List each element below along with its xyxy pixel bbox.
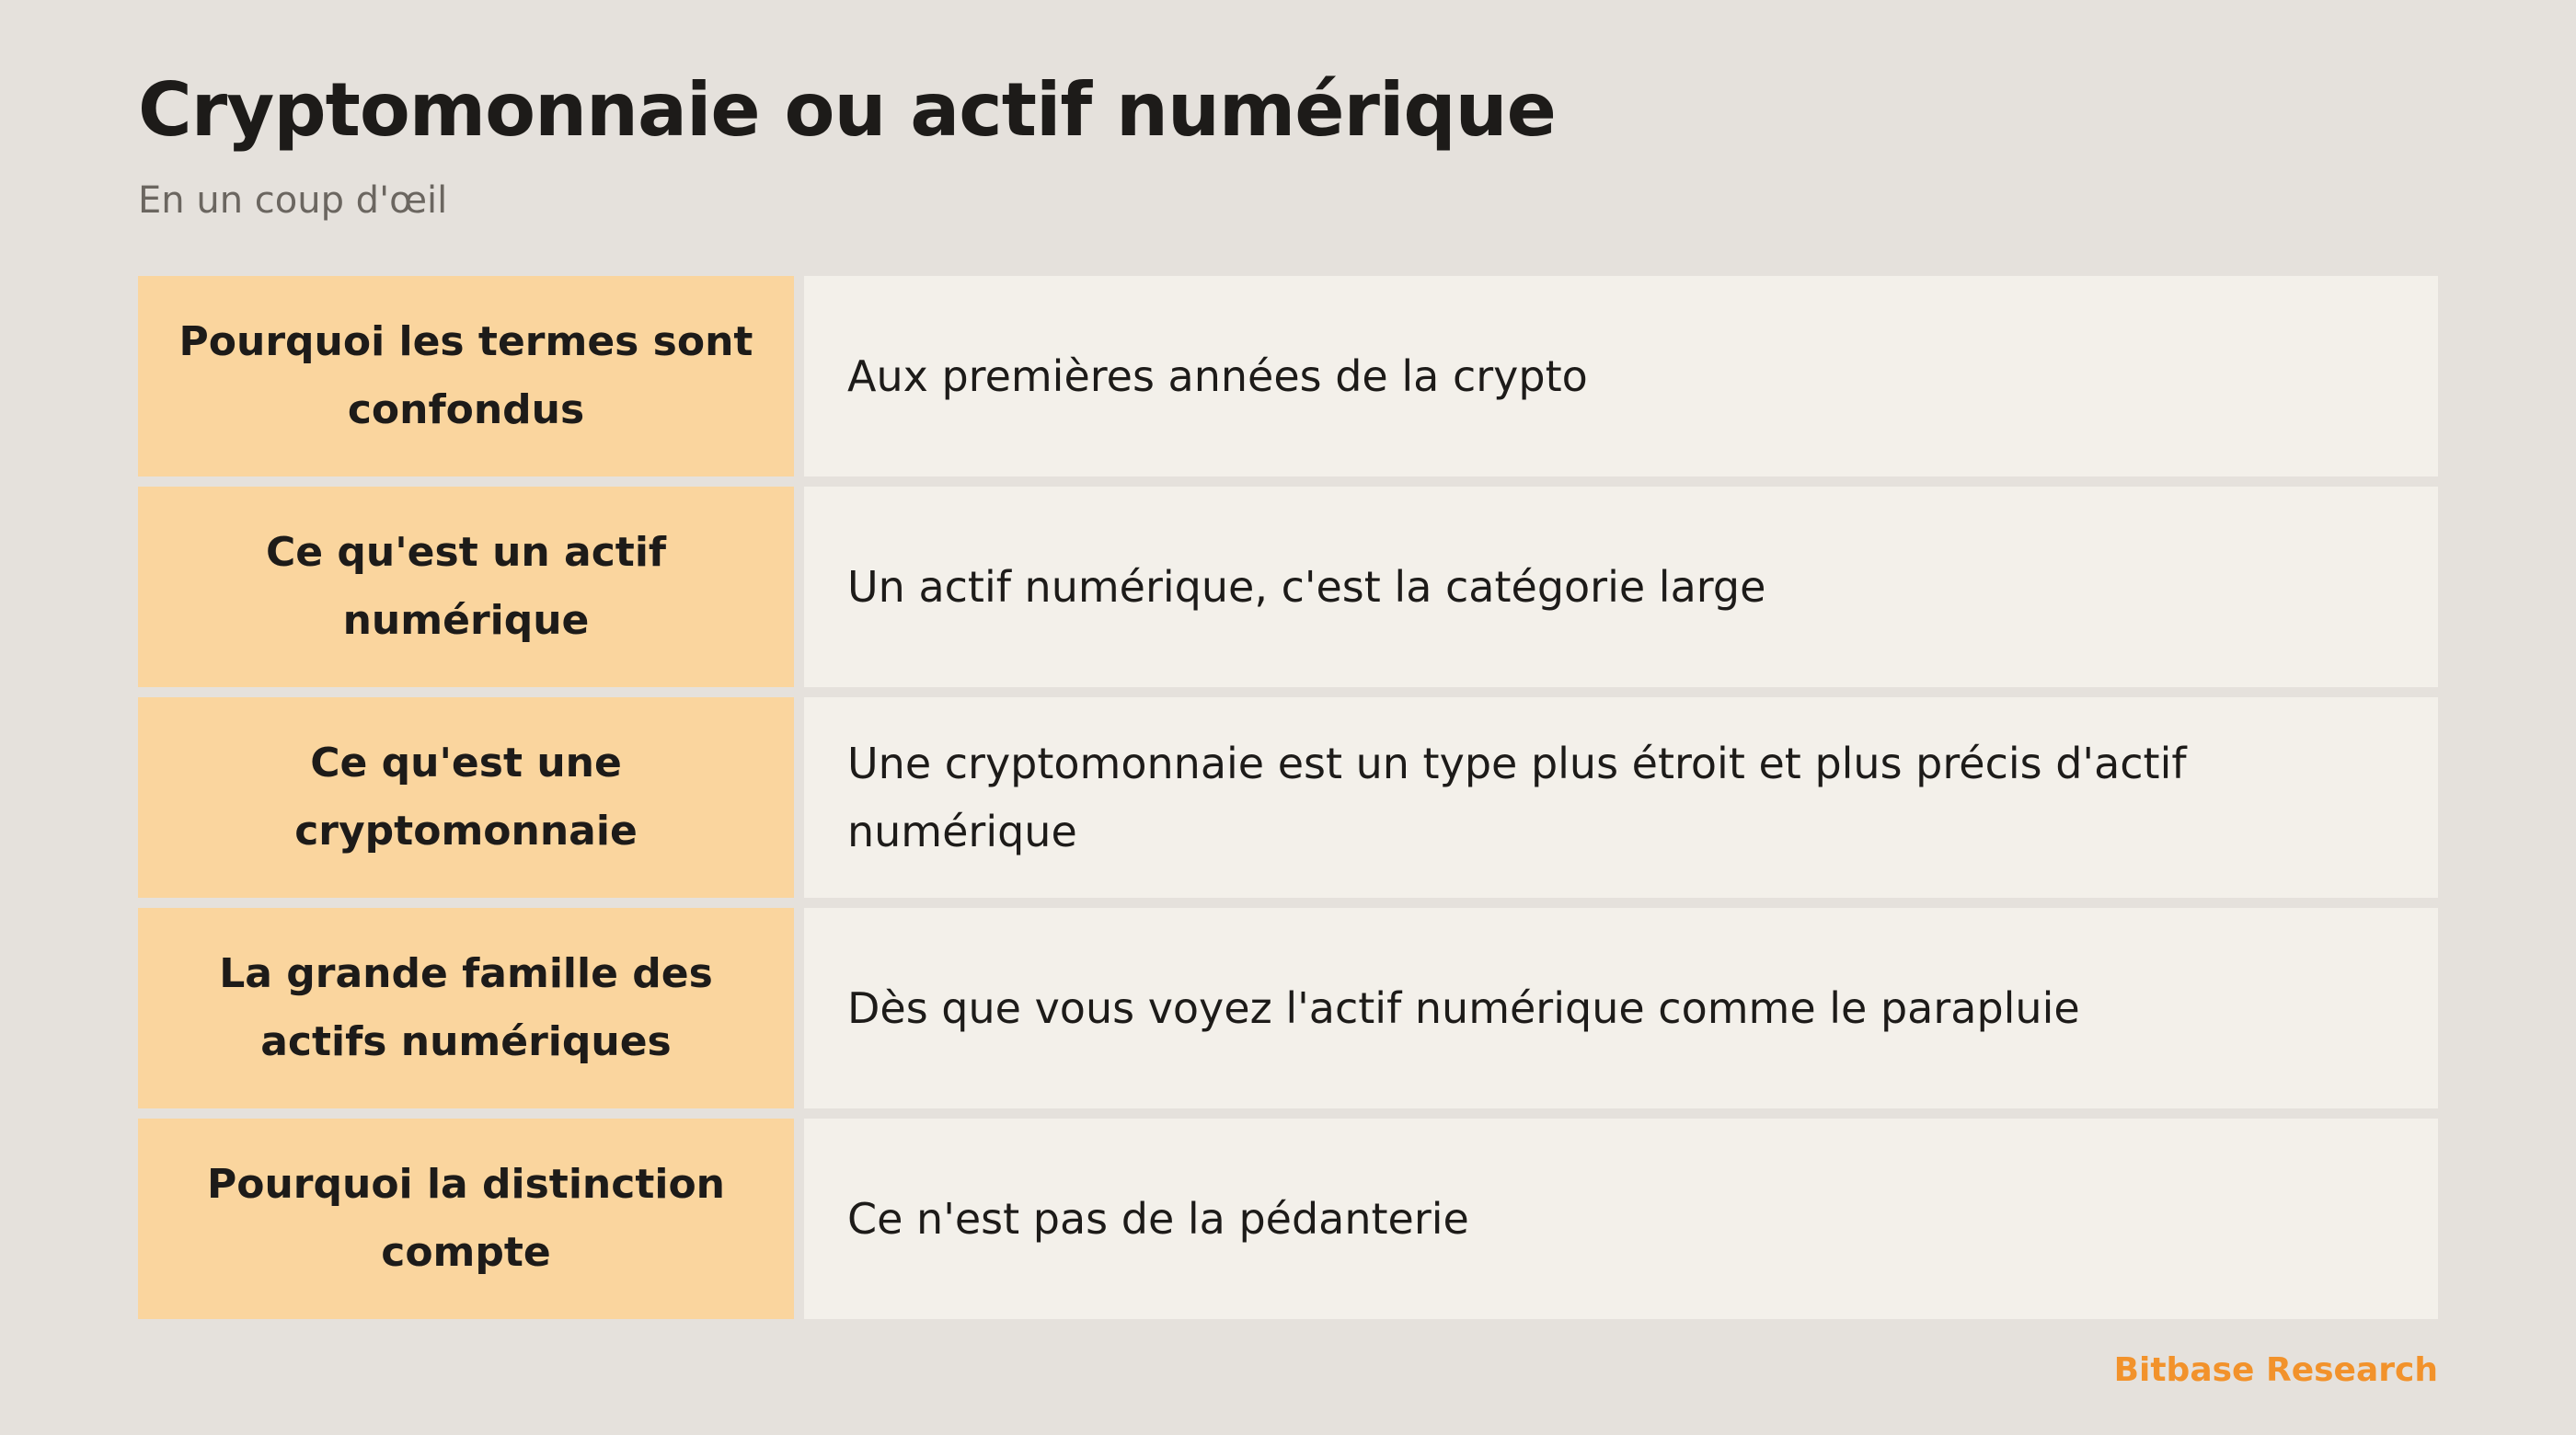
table-row <box>138 697 2438 898</box>
row-label-cell <box>138 1119 794 1319</box>
row-label: Pourquoi les termes sont confondus <box>178 318 753 433</box>
row-label: Ce qu'est une cryptomonnaie <box>294 740 638 855</box>
row-value-cell <box>804 908 2438 1108</box>
table-row <box>138 276 2438 476</box>
row-label-cell <box>138 908 794 1108</box>
row-value-cell <box>804 487 2438 687</box>
row-value-cell <box>804 697 2438 898</box>
row-label-cell <box>138 697 794 898</box>
page-subtitle: En un coup d'œil <box>138 179 448 222</box>
brand-logo-text: Bitbase Research <box>2113 1351 2438 1389</box>
slide <box>138 0 2438 1435</box>
row-label-cell <box>138 276 794 476</box>
page-title: Cryptomonnaie ou actif numérique <box>138 67 1556 153</box>
row-value: Ce n'est pas de la pédanterie <box>847 1194 1469 1244</box>
row-label: Pourquoi la distinction compte <box>207 1161 725 1276</box>
row-value-cell <box>804 276 2438 476</box>
summary-table <box>138 276 2438 1319</box>
table-row <box>138 908 2438 1108</box>
row-value: Dès que vous voyez l'actif numérique comme le parapluie <box>847 983 2080 1033</box>
row-value: Aux premières années de la crypto <box>847 351 1588 401</box>
row-value: Un actif numérique, c'est la catégorie large <box>847 562 1766 612</box>
row-value: Une cryptomonnaie est un type plus étroit et plus précis d'actif numérique <box>847 739 2187 856</box>
row-value-cell <box>804 1119 2438 1319</box>
table-row <box>138 487 2438 687</box>
table-row <box>138 1119 2438 1319</box>
row-label: La grande famille des actifs numériques <box>219 950 713 1065</box>
row-label: Ce qu'est un actif numérique <box>265 529 667 644</box>
row-label-cell <box>138 487 794 687</box>
